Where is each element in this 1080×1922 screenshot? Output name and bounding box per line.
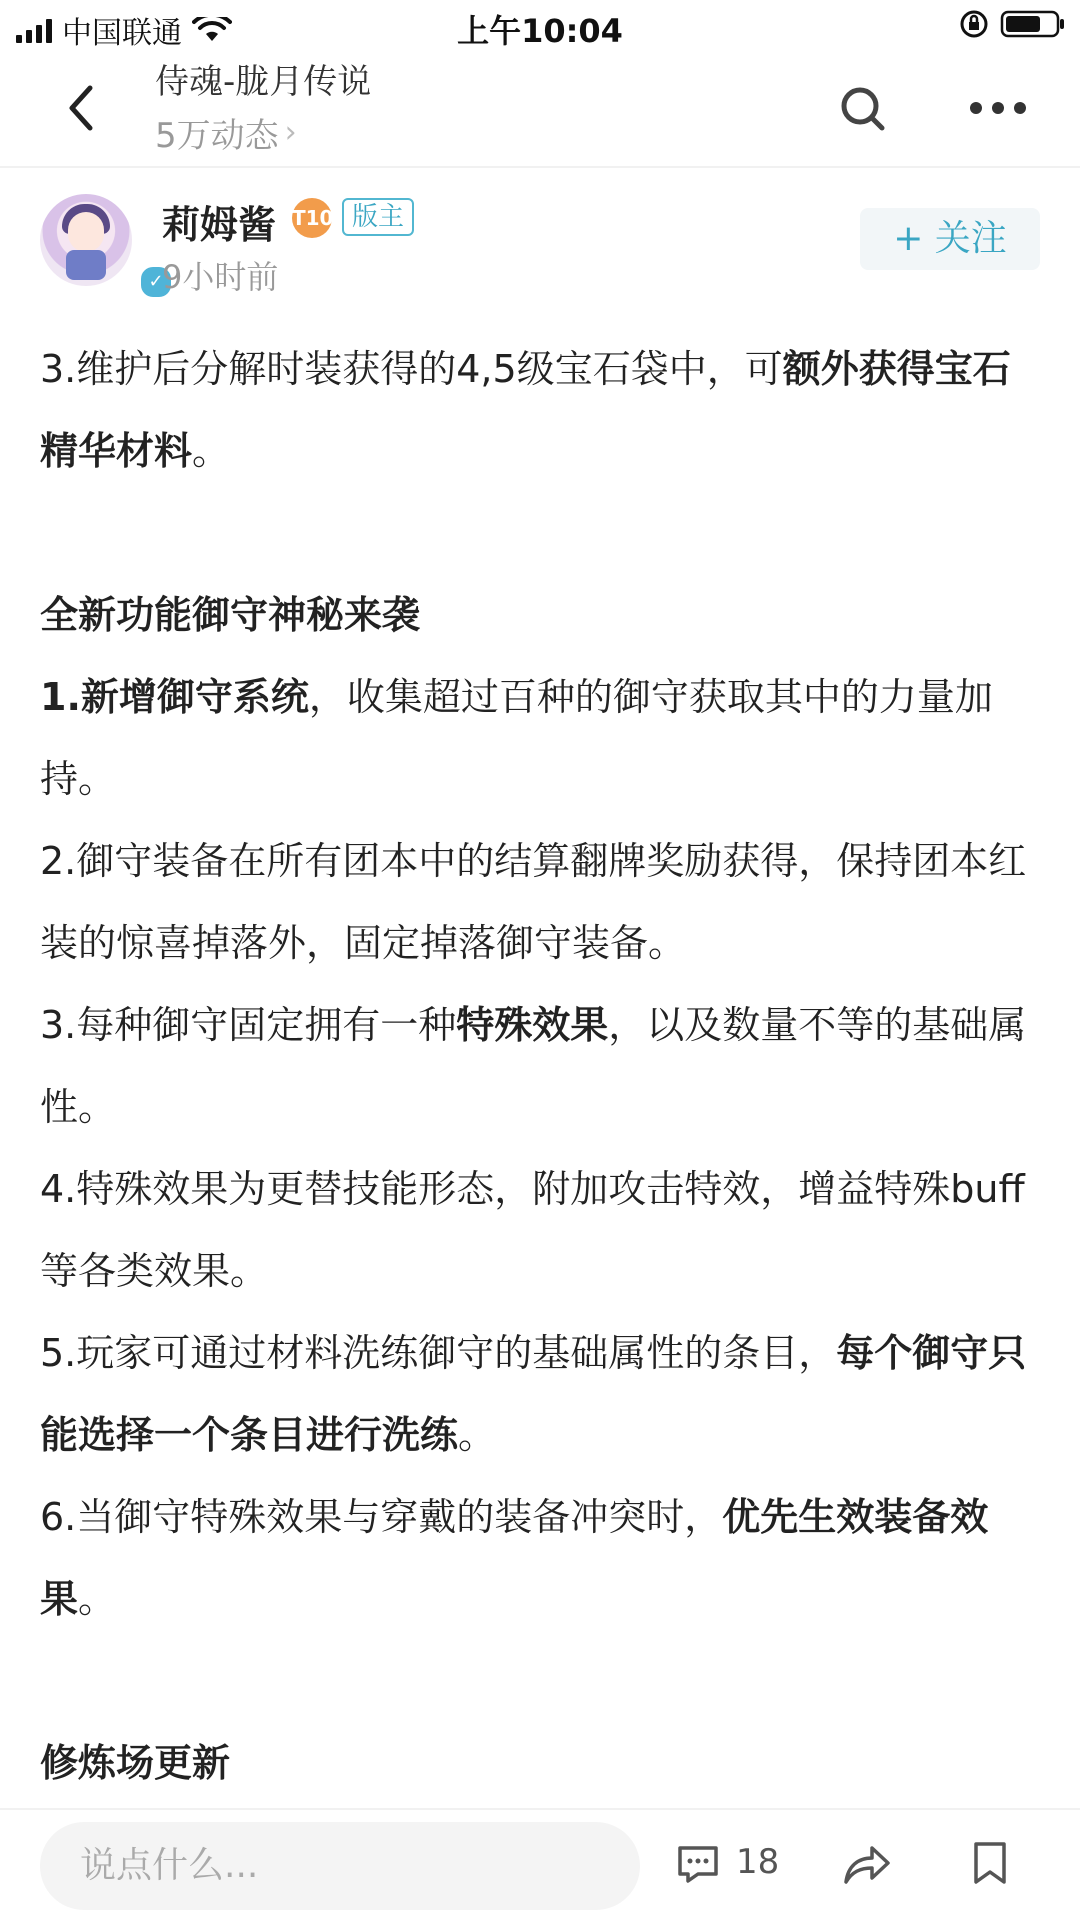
- post-time: 9小时前: [162, 258, 279, 296]
- comment-input[interactable]: 说点什么...: [40, 1822, 640, 1910]
- orientation-lock-icon: [958, 8, 990, 40]
- status-right: [958, 8, 1066, 40]
- status-time: 上午10:04: [457, 12, 623, 50]
- search-icon[interactable]: [838, 84, 888, 134]
- section-heading: 全新功能御守神秘来袭: [40, 593, 421, 637]
- forum-activity-link[interactable]: [155, 108, 297, 157]
- avatar[interactable]: [40, 194, 164, 292]
- nav-bar: [0, 54, 1080, 168]
- forum-title[interactable]: 侍魂-胧月传说: [155, 62, 372, 102]
- follow-button[interactable]: + 关注: [860, 208, 1040, 270]
- section-heading: 修炼场更新: [40, 1741, 231, 1785]
- activity-count: 5万动态: [155, 116, 279, 156]
- battery-icon: [1000, 9, 1066, 39]
- comment-icon[interactable]: [676, 1844, 720, 1884]
- paragraph: 3.维护后分解时装获得的4,5级宝石袋中，可额外获得宝石精华材料。: [40, 347, 1011, 473]
- paragraph: 5.玩家可通过材料洗练御守的基础属性的条目，每个御守只能选择一个条目进行洗练。: [40, 1331, 1027, 1457]
- post-author: [0, 186, 1080, 296]
- back-icon[interactable]: [58, 78, 108, 138]
- paragraph: 3.每种御守固定拥有一种特殊效果，以及数量不等的基础属性。: [40, 1003, 1027, 1129]
- comment-count[interactable]: 18: [736, 1842, 780, 1882]
- share-icon[interactable]: [842, 1844, 892, 1886]
- post-content: [40, 328, 1040, 1804]
- paragraph: 6.当御守特殊效果与穿戴的装备冲突时，优先生效装备效果。: [40, 1495, 989, 1621]
- paragraph: 1.新增御守系统，收集超过百种的御守获取其中的力量加持。: [40, 675, 993, 801]
- paragraph: 4.特殊效果为更替技能形态，附加攻击特效，增益特殊buff等各类效果。: [40, 1167, 1025, 1293]
- status-bar: [0, 0, 1080, 54]
- paragraph: 2.御守装备在所有团本中的结算翻牌奖励获得，保持团本红装的惊喜掉落外，固定掉落御守装备。: [40, 839, 1027, 965]
- moderator-badge: 版主: [342, 198, 414, 236]
- carrier-label: 中国联通: [62, 16, 182, 51]
- chevron-right-icon: ›: [284, 115, 297, 150]
- verified-icon: ✓: [138, 264, 174, 300]
- bottom-action-bar: [0, 1808, 1080, 1922]
- level-badge: T10: [292, 198, 332, 238]
- author-name[interactable]: 莉姆酱: [162, 203, 277, 247]
- more-options-icon[interactable]: [970, 102, 1026, 116]
- bookmark-icon[interactable]: [972, 1840, 1008, 1886]
